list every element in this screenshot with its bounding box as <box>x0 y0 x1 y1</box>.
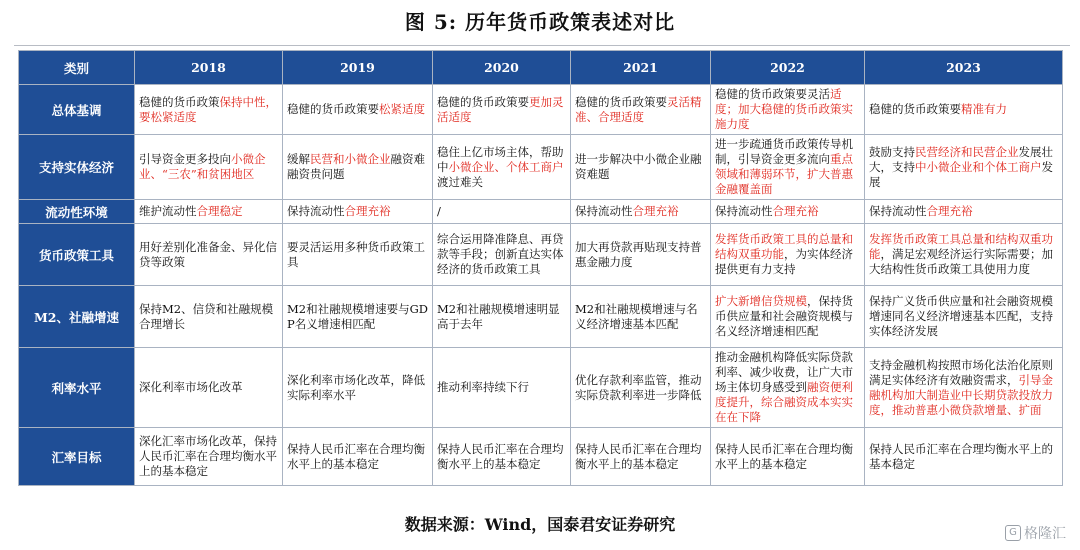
table-row <box>19 200 1063 224</box>
table-cell <box>571 224 711 286</box>
highlighted-text: 合理充裕 <box>926 204 973 218</box>
header-category: 类别 <box>19 51 135 85</box>
title-divider <box>14 45 1070 46</box>
cell-text: 稳健的货币政策要 <box>869 102 961 116</box>
table-cell <box>865 200 1063 224</box>
row-category-label: M2、社融增速 <box>19 286 135 348</box>
figure-title: 图 5: 历年货币政策表述对比 <box>404 10 676 34</box>
cell-text: 进一步疏通货币政策传导机制，引导资金更多流向 <box>715 137 853 166</box>
table-cell <box>865 135 1063 200</box>
row-category-label: 货币政策工具 <box>19 224 135 286</box>
highlighted-text: 融资便利度提升，综合融资成本实实在在下降 <box>715 380 853 424</box>
table-cell <box>711 135 865 200</box>
cell-text: 引导资金更多投向 <box>139 152 231 166</box>
cell-text: 保持流动性 <box>575 204 633 218</box>
table-cell <box>711 348 865 428</box>
highlighted-text: 小微企业、个体工商户 <box>448 159 564 174</box>
cell-text: 稳住上亿市场主体，帮助中 <box>437 144 564 174</box>
table-row <box>19 85 1063 135</box>
table-header-row <box>19 51 1063 85</box>
table-cell <box>711 224 865 286</box>
highlighted-text: 引导金融机构加大制造业中长期贷款投放力度，推动普惠小微贷款增量、扩面 <box>869 372 1053 417</box>
highlighted-text: 合理稳定 <box>196 204 243 218</box>
cell-text: 保持流动性 <box>287 204 345 218</box>
highlighted-text: 小微企业、“三农”和贫困地区 <box>139 152 266 181</box>
cell-text: 推动利率持续下行 <box>437 380 529 394</box>
cell-text: 保持人民币汇率在合理均衡水平上的基本稳定 <box>715 441 853 471</box>
logo-icon: G <box>1005 525 1021 541</box>
table-cell <box>865 348 1063 428</box>
cell-text: 保持人民币汇率在合理均衡水平上的基本稳定 <box>437 441 564 471</box>
cell-text: 发展 <box>869 159 1053 189</box>
cell-text: M2和社融规模增速明显高于去年 <box>437 301 560 331</box>
cell-text: 稳健的货币政策要灵活 <box>715 87 830 101</box>
table-cell <box>865 286 1063 348</box>
table-cell <box>433 348 571 428</box>
cell-text: 深化利率市场化改革 <box>139 380 243 394</box>
highlighted-text: 发挥货币政策工具总量和结构双重功能 <box>869 232 1053 261</box>
table-cell <box>283 135 433 200</box>
table-cell <box>865 428 1063 486</box>
highlighted-text: 灵活精准、合理适度 <box>575 94 702 124</box>
cell-text: 保持流动性 <box>715 204 773 218</box>
table-cell <box>711 85 865 135</box>
header-year-2023: 2023 <box>865 51 1063 85</box>
header-year-2019: 2019 <box>283 51 433 85</box>
table-cell <box>135 286 283 348</box>
cell-text: 融资难融资贵问题 <box>287 152 425 181</box>
cell-text: ，满足宏观经济运行实际需要；加大结构性货币政策工具使用力度 <box>869 247 1053 276</box>
table-cell <box>283 85 433 135</box>
row-category-label: 利率水平 <box>19 348 135 428</box>
table-cell <box>135 200 283 224</box>
cell-text: 优化存款利率监管，推动实际贷款利率进一步降低 <box>575 372 702 402</box>
cell-text: 缓解 <box>287 152 310 166</box>
header-year-2021: 2021 <box>571 51 711 85</box>
cell-text: 稳健的货币政策要 <box>575 94 667 109</box>
table-cell <box>283 286 433 348</box>
cell-text: 深化利率市场化改革，降低实际利率水平 <box>287 372 425 402</box>
cell-text: 保持广义货币供应量和社会融资规模增速同名义经济增速基本匹配，支持实体经济发展 <box>869 294 1053 338</box>
cell-text: 综合运用降准降息、再贷款等手段；创新直达实体经济的货币政策工具 <box>437 232 564 276</box>
table-cell <box>135 135 283 200</box>
cell-text: 渡过难关 <box>437 174 483 189</box>
cell-text: 进一步解决中小微企业融资难题 <box>575 152 702 181</box>
watermark <box>1005 523 1066 543</box>
table-cell <box>283 224 433 286</box>
row-category-label: 流动性环境 <box>19 200 135 224</box>
table-cell <box>283 200 433 224</box>
table-cell <box>135 348 283 428</box>
highlighted-text: 中小微企业和个体工商户 <box>915 159 1042 174</box>
cell-text: 维护流动性 <box>139 204 197 218</box>
table-cell <box>433 224 571 286</box>
table-cell <box>711 428 865 486</box>
cell-text: 保持M2、信贷和社融规模合理增长 <box>139 301 274 331</box>
highlighted-text: 合理充裕 <box>344 204 391 218</box>
row-category-label: 支持实体经济 <box>19 135 135 200</box>
header-year-2018: 2018 <box>135 51 283 85</box>
highlighted-text: 发挥货币政策工具的总量和结构双重功能 <box>715 232 853 261</box>
table-body <box>19 85 1063 486</box>
table-row <box>19 135 1063 200</box>
cell-text: ，为实体经济提供更有力支持 <box>715 247 853 276</box>
watermark-text: 格隆汇 <box>1024 526 1066 542</box>
cell-text: 要灵活运用多种货币政策工具 <box>287 239 425 269</box>
highlighted-text: 精准有力 <box>961 102 1007 116</box>
table-cell <box>433 85 571 135</box>
policy-comparison-table <box>18 50 1063 486</box>
highlighted-text: 重点领域和薄弱环节，扩大普惠金融覆盖面 <box>715 152 853 196</box>
table-cell <box>433 135 571 200</box>
table-cell <box>571 348 711 428</box>
table-cell <box>283 428 433 486</box>
cell-text: M2和社融规模增速要与GDP名义增速相匹配 <box>287 301 428 331</box>
table-cell <box>283 348 433 428</box>
table-row <box>19 224 1063 286</box>
cell-text: 保持人民币汇率在合理均衡水平上的基本稳定 <box>869 441 1053 471</box>
cell-text: 用好差别化准备金、异化信贷等政策 <box>139 239 277 269</box>
header-year-2020: 2020 <box>433 51 571 85</box>
table-cell <box>571 286 711 348</box>
cell-text: / <box>437 204 441 218</box>
highlighted-text: 合理充裕 <box>632 204 679 218</box>
highlighted-text: 民营和小微企业 <box>310 152 391 166</box>
table-cell <box>711 286 865 348</box>
cell-text: 深化汇率市场化改革，保持人民币汇率在合理均衡水平上的基本稳定 <box>139 434 277 478</box>
highlighted-text: 保持中性，要松紧适度 <box>139 94 277 124</box>
table-cell <box>135 428 283 486</box>
cell-text: 稳健的货币政策 <box>139 94 220 109</box>
cell-text: 稳健的货币政策要 <box>437 94 529 109</box>
cell-text: 加大再贷款再贴现支持普惠金融力度 <box>575 239 702 269</box>
row-category-label: 总体基调 <box>19 85 135 135</box>
highlighted-text: 适度；加大稳健的货币政策实施力度 <box>715 87 853 131</box>
header-year-2022: 2022 <box>711 51 865 85</box>
cell-text: M2和社融规模增速与名义经济增速基本匹配 <box>575 301 698 331</box>
table-cell <box>571 135 711 200</box>
table-cell <box>711 200 865 224</box>
highlighted-text: 合理充裕 <box>772 204 819 218</box>
table-cell <box>571 200 711 224</box>
table-cell <box>865 224 1063 286</box>
table-cell <box>433 428 571 486</box>
cell-text: ，保持货币供应量和社会融资规模与名义经济增速相匹配 <box>715 294 853 338</box>
table-row <box>19 286 1063 348</box>
table-cell <box>135 85 283 135</box>
row-category-label: 汇率目标 <box>19 428 135 486</box>
table-cell <box>571 428 711 486</box>
table-cell <box>571 85 711 135</box>
cell-text: 保持人民币汇率在合理均衡水平上的基本稳定 <box>287 441 425 471</box>
cell-text: 保持流动性 <box>869 204 927 218</box>
highlighted-text: 扩大新增信贷规模 <box>715 294 807 308</box>
table-cell <box>865 85 1063 135</box>
highlighted-text: 民营经济和民营企业 <box>915 144 1019 159</box>
table-cell <box>433 200 571 224</box>
highlighted-text: 更加灵活适度 <box>437 94 564 124</box>
data-source-note: 数据来源：Wind，国泰君安证券研究 <box>404 515 676 534</box>
table-cell <box>433 286 571 348</box>
cell-text: 推动金融机构降低实际贷款利率、减少收费，让广大市场主体切身感受到 <box>715 350 853 394</box>
table-row <box>19 348 1063 428</box>
cell-text: 支持金融机构按照市场化法治化原则满足实体经济有效融资需求， <box>869 357 1053 387</box>
highlighted-text: 松紧适度 <box>379 102 425 116</box>
cell-text: 保持人民币汇率在合理均衡水平上的基本稳定 <box>575 441 702 471</box>
cell-text: 发展壮大，支持 <box>869 144 1053 174</box>
cell-text: 稳健的货币政策要 <box>287 102 379 116</box>
table-cell <box>135 224 283 286</box>
cell-text: 鼓励支持 <box>869 144 915 159</box>
table-row <box>19 428 1063 486</box>
